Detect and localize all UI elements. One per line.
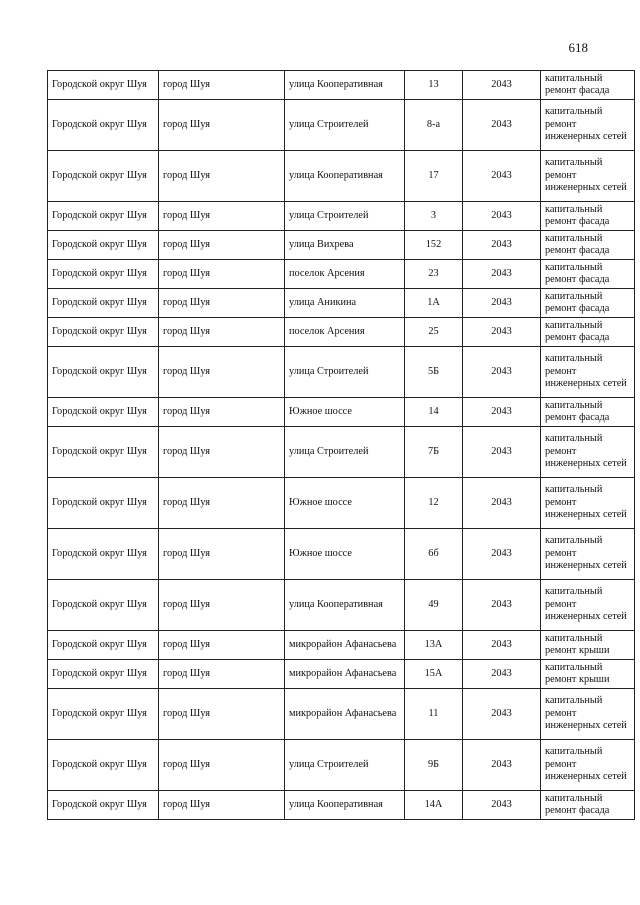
street-cell: поселок Арсения xyxy=(285,260,405,289)
work-cell: капитальный ремонт фасада xyxy=(541,289,635,318)
year-cell: 2043 xyxy=(463,100,541,151)
work-cell: капитальный ремонт инженерных сетей xyxy=(541,478,635,529)
city-cell: город Шуя xyxy=(159,260,285,289)
city-cell: город Шуя xyxy=(159,289,285,318)
work-cell: капитальный ремонт крыши xyxy=(541,631,635,660)
street-cell: микрорайон Афанасьева xyxy=(285,631,405,660)
okrug-cell: Городской округ Шуя xyxy=(48,100,159,151)
okrug-cell: Городской округ Шуя xyxy=(48,791,159,820)
house-cell: 6б xyxy=(405,529,463,580)
okrug-cell: Городской округ Шуя xyxy=(48,529,159,580)
year-cell: 2043 xyxy=(463,580,541,631)
okrug-cell: Городской округ Шуя xyxy=(48,631,159,660)
city-cell: город Шуя xyxy=(159,791,285,820)
city-cell: город Шуя xyxy=(159,689,285,740)
street-cell: улица Кооперативная xyxy=(285,151,405,202)
city-cell: город Шуя xyxy=(159,231,285,260)
okrug-cell: Городской округ Шуя xyxy=(48,660,159,689)
street-cell: улица Строителей xyxy=(285,427,405,478)
street-cell: микрорайон Афанасьева xyxy=(285,689,405,740)
okrug-cell: Городской округ Шуя xyxy=(48,580,159,631)
house-cell: 11 xyxy=(405,689,463,740)
year-cell: 2043 xyxy=(463,631,541,660)
table-row xyxy=(48,740,635,791)
work-cell: капитальный ремонт инженерных сетей xyxy=(541,427,635,478)
year-cell: 2043 xyxy=(463,398,541,427)
house-cell: 49 xyxy=(405,580,463,631)
year-cell: 2043 xyxy=(463,660,541,689)
table-row xyxy=(48,318,635,347)
city-cell: город Шуя xyxy=(159,427,285,478)
okrug-cell: Городской округ Шуя xyxy=(48,478,159,529)
year-cell: 2043 xyxy=(463,231,541,260)
year-cell: 2043 xyxy=(463,318,541,347)
house-cell: 1А xyxy=(405,289,463,318)
street-cell: Южное шоссе xyxy=(285,529,405,580)
year-cell: 2043 xyxy=(463,478,541,529)
city-cell: город Шуя xyxy=(159,740,285,791)
okrug-cell: Городской округ Шуя xyxy=(48,689,159,740)
house-cell: 3 xyxy=(405,202,463,231)
table-row xyxy=(48,427,635,478)
okrug-cell: Городской округ Шуя xyxy=(48,398,159,427)
repair-schedule-table xyxy=(47,70,635,820)
year-cell: 2043 xyxy=(463,529,541,580)
okrug-cell: Городской округ Шуя xyxy=(48,202,159,231)
house-cell: 152 xyxy=(405,231,463,260)
table-row xyxy=(48,791,635,820)
house-cell: 23 xyxy=(405,260,463,289)
year-cell: 2043 xyxy=(463,71,541,100)
street-cell: Южное шоссе xyxy=(285,398,405,427)
city-cell: город Шуя xyxy=(159,318,285,347)
city-cell: город Шуя xyxy=(159,100,285,151)
year-cell: 2043 xyxy=(463,202,541,231)
house-cell: 7Б xyxy=(405,427,463,478)
street-cell: улица Кооперативная xyxy=(285,71,405,100)
okrug-cell: Городской округ Шуя xyxy=(48,289,159,318)
city-cell: город Шуя xyxy=(159,529,285,580)
house-cell: 13 xyxy=(405,71,463,100)
okrug-cell: Городской округ Шуя xyxy=(48,260,159,289)
work-cell: капитальный ремонт инженерных сетей xyxy=(541,580,635,631)
work-cell: капитальный ремонт инженерных сетей xyxy=(541,151,635,202)
table-row xyxy=(48,151,635,202)
table-row xyxy=(48,631,635,660)
street-cell: микрорайон Афанасьева xyxy=(285,660,405,689)
table-row xyxy=(48,529,635,580)
work-cell: капитальный ремонт фасада xyxy=(541,260,635,289)
table-row xyxy=(48,478,635,529)
house-cell: 25 xyxy=(405,318,463,347)
table-row xyxy=(48,202,635,231)
work-cell: капитальный ремонт фасада xyxy=(541,71,635,100)
street-cell: Южное шоссе xyxy=(285,478,405,529)
street-cell: улица Строителей xyxy=(285,347,405,398)
street-cell: улица Вихрева xyxy=(285,231,405,260)
year-cell: 2043 xyxy=(463,151,541,202)
city-cell: город Шуя xyxy=(159,151,285,202)
year-cell: 2043 xyxy=(463,689,541,740)
okrug-cell: Городской округ Шуя xyxy=(48,231,159,260)
street-cell: поселок Арсения xyxy=(285,318,405,347)
city-cell: город Шуя xyxy=(159,660,285,689)
city-cell: город Шуя xyxy=(159,71,285,100)
work-cell: капитальный ремонт фасада xyxy=(541,318,635,347)
house-cell: 17 xyxy=(405,151,463,202)
table-row xyxy=(48,580,635,631)
work-cell: капитальный ремонт инженерных сетей xyxy=(541,347,635,398)
work-cell: капитальный ремонт фасада xyxy=(541,791,635,820)
okrug-cell: Городской округ Шуя xyxy=(48,71,159,100)
city-cell: город Шуя xyxy=(159,478,285,529)
year-cell: 2043 xyxy=(463,791,541,820)
year-cell: 2043 xyxy=(463,740,541,791)
city-cell: город Шуя xyxy=(159,347,285,398)
table-row xyxy=(48,71,635,100)
table-row xyxy=(48,231,635,260)
street-cell: улица Строителей xyxy=(285,740,405,791)
work-cell: капитальный ремонт инженерных сетей xyxy=(541,689,635,740)
house-cell: 14А xyxy=(405,791,463,820)
table-row xyxy=(48,289,635,318)
okrug-cell: Городской округ Шуя xyxy=(48,347,159,398)
city-cell: город Шуя xyxy=(159,631,285,660)
year-cell: 2043 xyxy=(463,427,541,478)
city-cell: город Шуя xyxy=(159,398,285,427)
house-cell: 14 xyxy=(405,398,463,427)
city-cell: город Шуя xyxy=(159,580,285,631)
work-cell: капитальный ремонт инженерных сетей xyxy=(541,740,635,791)
year-cell: 2043 xyxy=(463,347,541,398)
house-cell: 9Б xyxy=(405,740,463,791)
house-cell: 5Б xyxy=(405,347,463,398)
work-cell: капитальный ремонт инженерных сетей xyxy=(541,100,635,151)
house-cell: 13А xyxy=(405,631,463,660)
year-cell: 2043 xyxy=(463,260,541,289)
house-cell: 15А xyxy=(405,660,463,689)
okrug-cell: Городской округ Шуя xyxy=(48,151,159,202)
street-cell: улица Кооперативная xyxy=(285,580,405,631)
year-cell: 2043 xyxy=(463,289,541,318)
street-cell: улица Строителей xyxy=(285,202,405,231)
work-cell: капитальный ремонт крыши xyxy=(541,660,635,689)
work-cell: капитальный ремонт инженерных сетей xyxy=(541,529,635,580)
page-number: 618 xyxy=(568,40,588,55)
work-cell: капитальный ремонт фасада xyxy=(541,398,635,427)
street-cell: улица Строителей xyxy=(285,100,405,151)
work-cell: капитальный ремонт фасада xyxy=(541,202,635,231)
table-row xyxy=(48,260,635,289)
city-cell: город Шуя xyxy=(159,202,285,231)
street-cell: улица Аникина xyxy=(285,289,405,318)
okrug-cell: Городской округ Шуя xyxy=(48,318,159,347)
table-row xyxy=(48,660,635,689)
table-row xyxy=(48,689,635,740)
street-cell: улица Кооперативная xyxy=(285,791,405,820)
table-row xyxy=(48,100,635,151)
house-cell: 8-а xyxy=(405,100,463,151)
okrug-cell: Городской округ Шуя xyxy=(48,740,159,791)
work-cell: капитальный ремонт фасада xyxy=(541,231,635,260)
table-row xyxy=(48,347,635,398)
table-row xyxy=(48,398,635,427)
okrug-cell: Городской округ Шуя xyxy=(48,427,159,478)
house-cell: 12 xyxy=(405,478,463,529)
